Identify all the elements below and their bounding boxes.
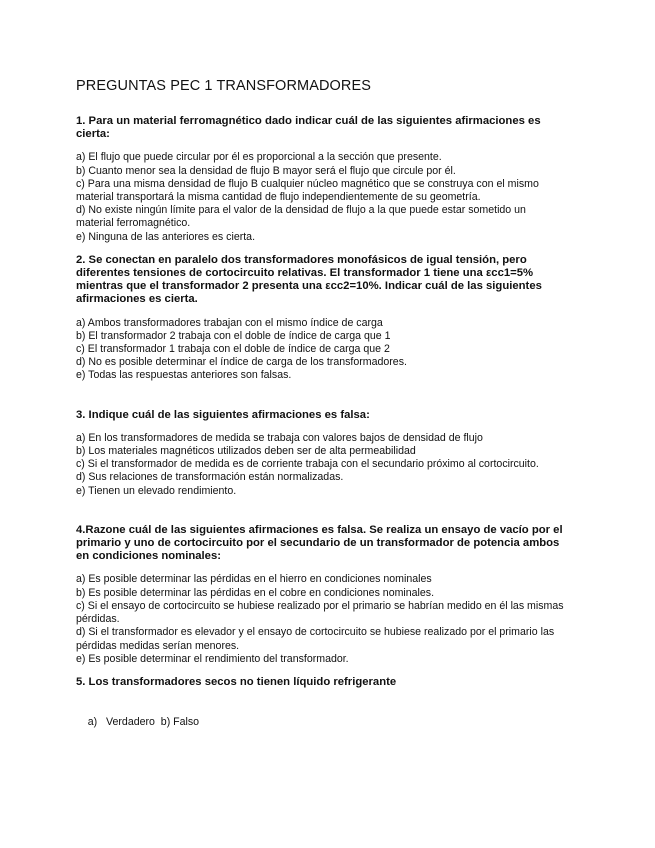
option-4b: b) Es posible determinar las pérdidas en el cobre en condiciones nominales.	[76, 586, 435, 599]
option-1c: c) Para una misma densidad de flujo B cualquier núcleo magnético que se construya con el mismo material transportará la misma cantidad de flujo independientemente de su geometría.	[76, 177, 539, 204]
question-1: 1. Para un material ferromagnético dado indicar cuál de las siguientes afirmaciones es cierta:	[76, 115, 541, 141]
document-page	[76, 78, 566, 742]
option-2d: d) No es posible determinar el índice de carga de los transformadores.	[76, 356, 407, 369]
option-2c: c) El transformador 1 trabaja con el doble de índice de carga que 2	[76, 343, 390, 356]
option-3c: c) Si el transformador de medida es de corriente trabaja con el secundario próximo al cortocircuito.	[76, 458, 539, 471]
option-4e: e) Es posible determinar el rendimiento del transformador.	[76, 652, 349, 665]
question-3: 3. Indique cuál de las siguientes afirmaciones es falsa:	[76, 408, 370, 421]
question-2-options	[76, 317, 566, 383]
question-2: 2. Se conectan en paralelo dos transformadores monofásicos de igual tensión, pero diferentes tensiones de cortocircuito relativas. El transformador 1 tiene una εcc1=5% mientras que el transformador 2 presenta una εcc2=10%. Indicar cuál de las siguientes afirmaciones es cierta.	[76, 253, 542, 306]
option-2a: a) Ambos transformadores trabajan con el mismo índice de carga	[76, 316, 383, 329]
page-title: PREGUNTAS PEC 1 TRANSFORMADORES	[76, 78, 372, 94]
option-4a: a) Es posible determinar las pérdidas en el hierro en condiciones nominales	[76, 573, 432, 586]
question-5-options	[76, 703, 566, 742]
option-3e: e) Tienen un elevado rendimiento.	[76, 484, 237, 497]
option-4d: d) Si el transformador es elevador y el ensayo de cortocircuito se hubiese realizado por el primario las pérdidas medidas serían menores.	[76, 626, 555, 652]
option-1d: d) No existe ningún límite para el valor de la densidad de flujo a la que puede estar sometido un material ferromagnético.	[76, 204, 526, 230]
question-4-options	[76, 573, 566, 665]
option-1b: b) Cuanto menor sea la densidad de flujo B mayor será el flujo que circule por él.	[76, 164, 456, 177]
option-3d: d) Sus relaciones de transformación están normalizadas.	[76, 471, 344, 484]
option-1e: e) Ninguna de las anteriores es cierta.	[76, 230, 256, 243]
option-2e: e) Todas las respuestas anteriores son falsas.	[76, 369, 292, 382]
option-1a: a) El flujo que puede circular por él es proporcional a la sección que presente.	[76, 151, 442, 164]
option-3b: b) Los materiales magnéticos utilizados deben ser de alta permeabilidad	[76, 445, 416, 458]
option-3a: a) En los transformadores de medida se trabaja con valores bajos de densidad de flujo	[76, 431, 483, 444]
question-4: 4.Razone cuál de las siguientes afirmaciones es falsa. Se realiza un ensayo de vacío por el primario y uno de cortocircuito por el secundario de un transformador de potencia ambos en condiciones nominales:	[76, 523, 563, 563]
option-5-true-false: a) Verdadero b) Falso	[87, 716, 200, 729]
question-5: 5. Los transformadores secos no tienen líquido refrigerante	[76, 675, 397, 688]
option-2b: b) El transformador 2 trabaja con el doble de índice de carga que 1	[76, 329, 391, 342]
question-1-options	[76, 151, 566, 243]
question-3-options	[76, 432, 566, 498]
option-4c: c) Si el ensayo de cortocircuito se hubiese realizado por el primario se habrían medido en él las mismas pérdidas.	[76, 599, 564, 626]
